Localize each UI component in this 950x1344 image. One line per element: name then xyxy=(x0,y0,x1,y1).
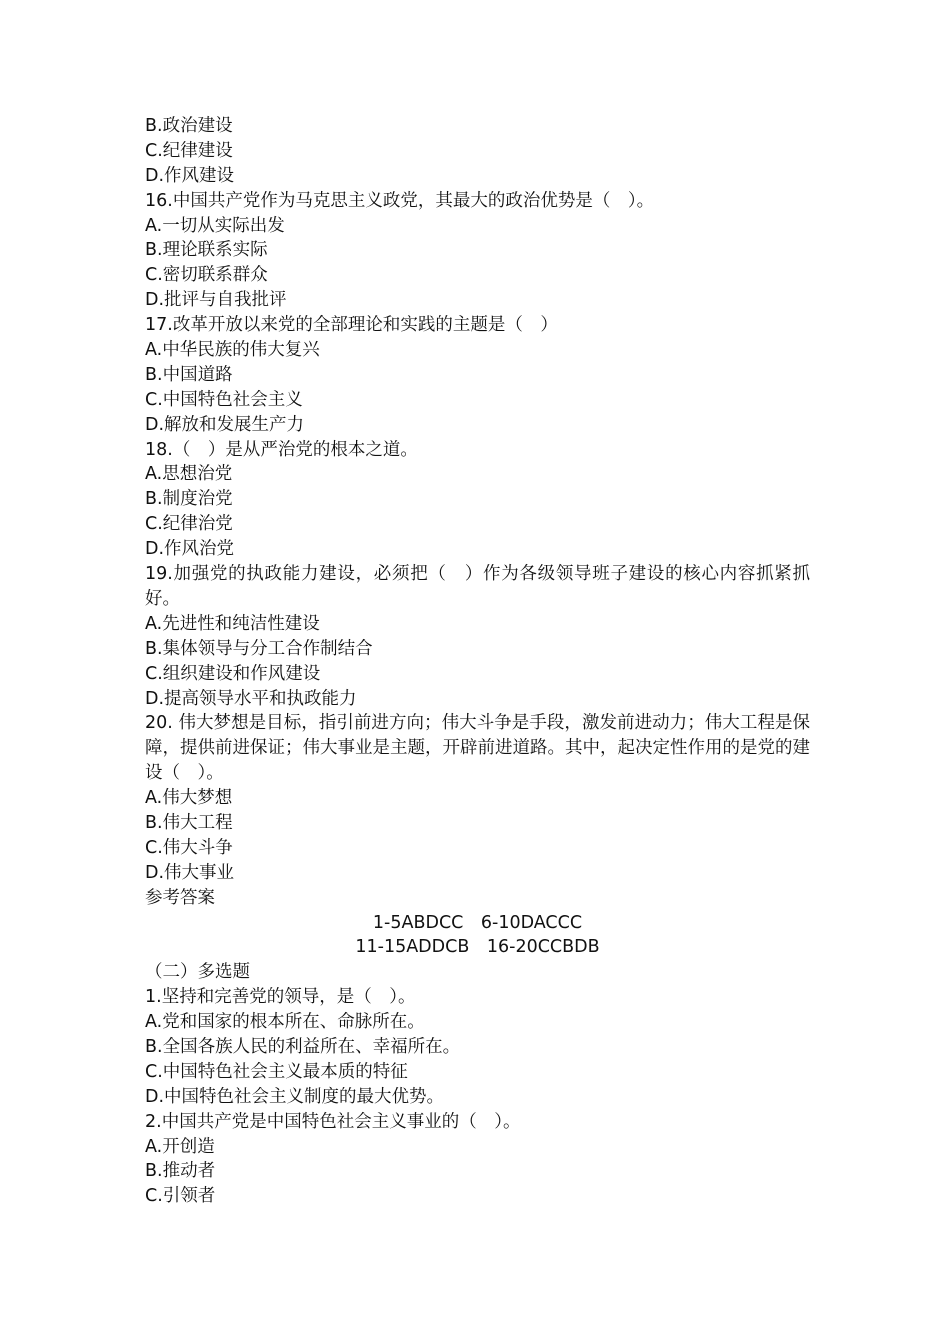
option-text: A.开创造 xyxy=(145,1136,215,1157)
option-text: D.伟大事业 xyxy=(145,862,235,883)
question-stem: 19.加强党的执政能力建设，必须把（ ）作为各级领导班子建设的核心内容抓紧抓好。 xyxy=(145,564,810,609)
answers-title: 参考答案 xyxy=(145,887,215,908)
option-text: C.中国特色社会主义 xyxy=(145,389,303,410)
option-text: C.纪律建设 xyxy=(145,140,233,161)
option-text: A.党和国家的根本所在、命脉所在。 xyxy=(145,1012,425,1033)
option-text: C.组织建设和作风建设 xyxy=(145,663,321,684)
option-text: C.密切联系群众 xyxy=(145,265,268,286)
question-stem: 17.改革开放以来党的全部理论和实践的主题是（ ） xyxy=(145,315,558,336)
option-text: D.中国特色社会主义制度的最大优势。 xyxy=(145,1086,445,1107)
option-text: D.提高领导水平和执政能力 xyxy=(145,688,357,709)
option-text: A.思想治党 xyxy=(145,464,233,485)
option-text: C.引领者 xyxy=(145,1186,216,1207)
section-title: （二）多选题 xyxy=(145,962,250,983)
option-text: B.中国道路 xyxy=(145,364,233,385)
option-text: A.一切从实际出发 xyxy=(145,215,285,236)
option-text: C.伟大斗争 xyxy=(145,837,233,858)
option-text: A.中华民族的伟大复兴 xyxy=(145,340,320,361)
question-stem: 16.中国共产党作为马克思主义政党，其最大的政治优势是（ ）。 xyxy=(145,190,655,211)
option-text: B.全国各族人民的利益所在、幸福所在。 xyxy=(145,1037,461,1058)
option-text: B.伟大工程 xyxy=(145,813,233,834)
option-text: B.制度治党 xyxy=(145,489,233,510)
option-text: D.作风治党 xyxy=(145,539,235,560)
question-stem: 2.中国共产党是中国特色社会主义事业的（ ）。 xyxy=(145,1111,521,1132)
option-text: B.集体领导与分工合作制结合 xyxy=(145,638,373,659)
option-text: D.作风建设 xyxy=(145,165,235,186)
document-page xyxy=(145,114,810,1209)
option-text: D.解放和发展生产力 xyxy=(145,414,305,435)
option-text: B.推动者 xyxy=(145,1161,216,1182)
option-text: A.先进性和纯洁性建设 xyxy=(145,613,320,634)
option-text: B.理论联系实际 xyxy=(145,240,268,261)
answers-line: 1-5ABDCC 6-10DACCC xyxy=(372,912,583,933)
option-text: C.纪律治党 xyxy=(145,514,233,535)
option-text: C.中国特色社会主义最本质的特征 xyxy=(145,1061,408,1082)
answers-line: 11-15ADDCB 16-20CCBDB xyxy=(355,937,600,958)
question-stem: 20. 伟大梦想是目标，指引前进方向；伟大斗争是手段，激发前进动力；伟大工程是保障，提供前进保证；伟大事业是主题，开辟前进道路。其中，起决定性作用的是党的建设（ ）。 xyxy=(145,713,810,784)
option-text: B.政治建设 xyxy=(145,116,233,136)
question-stem: 18.（ ）是从严治党的根本之道。 xyxy=(145,439,418,460)
question-stem: 1.坚持和完善党的领导，是（ ）。 xyxy=(145,987,416,1008)
option-text: A.伟大梦想 xyxy=(145,788,233,809)
option-text: D.批评与自我批评 xyxy=(145,290,287,311)
